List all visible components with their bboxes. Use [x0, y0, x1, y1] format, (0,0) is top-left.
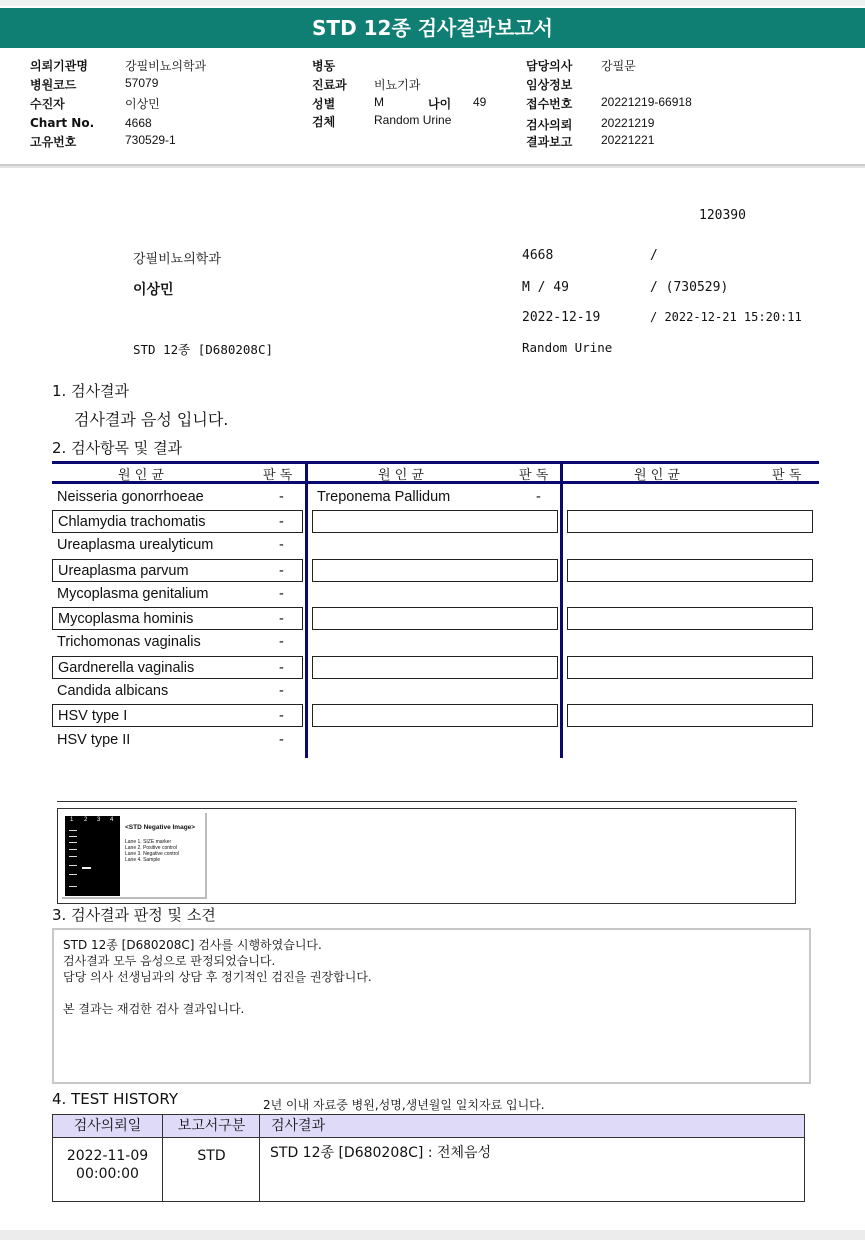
organism-result: - [279, 634, 284, 650]
remarks-box [52, 928, 811, 1084]
patient-chart-no: 4668 [522, 248, 554, 263]
hospital-name-value: 강필비뇨의학과 [125, 59, 207, 73]
empty-row [567, 559, 813, 582]
patient-hospital: 강필비뇨의학과 [133, 252, 221, 267]
gel-image-panel [57, 808, 796, 904]
hospital-code-value: 57079 [125, 76, 159, 90]
lane-number: 2 [84, 817, 88, 823]
history-note: 2년 이내 자료중 병원,성명,생년월일 일치자료 입니다. [263, 1098, 545, 1112]
history-time: 00:00:00 [76, 1166, 139, 1182]
organism-result: - [279, 514, 284, 530]
department-value: 비뇨기과 [374, 78, 421, 92]
marker-band [69, 886, 77, 887]
history-col-date: 검사의뢰일 [73, 1118, 142, 1134]
organism-name: Chlamydia trachomatis [58, 514, 206, 530]
organism-result: - [279, 683, 284, 699]
doctor-value: 강필문 [601, 59, 636, 73]
unique-no-label: 고유번호 [30, 135, 77, 149]
age-label: 나이 [428, 97, 452, 111]
hospital-code-label: 병원코드 [30, 78, 77, 92]
marker-band [69, 842, 77, 843]
table-row [52, 559, 303, 582]
section1-summary: 검사결과 음성 입니다. [74, 410, 229, 429]
receipt-no-label: 접수번호 [526, 97, 573, 111]
patient-code: 120390 [699, 208, 746, 223]
patient-label: 수진자 [30, 97, 65, 111]
unique-no-value: 730529-1 [125, 133, 176, 147]
organism-result: - [279, 563, 284, 579]
patient-sex-age: M / 49 [522, 280, 569, 295]
marker-band [69, 865, 77, 866]
table-row [52, 486, 303, 509]
header-divider [0, 166, 865, 168]
organism-result: - [536, 489, 541, 505]
chart-no-label: Chart No. [30, 116, 95, 130]
marker-band [69, 849, 77, 850]
sample-band [82, 867, 91, 869]
table-top-rule [52, 461, 819, 464]
patient-slash: / [650, 248, 658, 263]
result-table [52, 461, 819, 759]
history-type: STD [197, 1148, 226, 1164]
ward-label: 병동 [312, 59, 336, 73]
empty-row [312, 704, 558, 727]
lane-number: 1 [70, 817, 74, 823]
report-header [0, 48, 865, 166]
remark-line [63, 985, 800, 1001]
empty-row [312, 510, 558, 533]
section4-heading: 4. TEST HISTORY [52, 1090, 178, 1108]
empty-row [567, 607, 813, 630]
organism-result: - [279, 586, 284, 602]
section3-heading: 3. 검사결과 판정 및 소견 [52, 906, 216, 924]
organism-result: - [279, 660, 284, 676]
marker-band [69, 836, 77, 837]
receipt-no-value: 20221219-66918 [601, 95, 692, 109]
specimen-value: Random Urine [374, 113, 452, 127]
patient-value: 이상민 [125, 97, 160, 111]
history-result: STD 12종 [D680208C] : 전체음성 [270, 1145, 492, 1161]
col-header-result: 판 독 [772, 468, 802, 483]
received-date: 2022-12-19 [522, 310, 601, 325]
gel-legend: Lane 2. Positive control [125, 845, 177, 851]
marker-band [69, 874, 77, 875]
top-strip [0, 0, 865, 6]
organism-result: - [279, 708, 284, 724]
col-header-result: 판 독 [519, 468, 549, 483]
organism-name: Ureaplasma parvum [58, 563, 189, 579]
sex-label: 성별 [312, 97, 336, 111]
gel-title: <STD Negative Image> [125, 824, 196, 831]
patient-id: / (730529) [650, 280, 729, 295]
empty-row [312, 559, 558, 582]
department-label: 진료과 [312, 78, 347, 92]
table-row [52, 607, 303, 630]
empty-row [567, 656, 813, 679]
history-col-result: 검사결과 [271, 1118, 326, 1134]
request-date-label: 검사의뢰 [526, 118, 573, 132]
gel-legend: Lane 3. Negative control [125, 851, 180, 857]
organism-name: Treponema Pallidum [317, 489, 451, 505]
organism-result: - [279, 611, 284, 627]
column-divider [560, 461, 563, 758]
gel-legend: Lane 1. SIZE marker [125, 839, 172, 845]
section2-heading: 2. 검사항목 및 결과 [52, 439, 183, 457]
col-header-organism: 원 인 균 [378, 468, 424, 483]
reported-date: / 2022-12-21 15:20:11 [650, 310, 802, 324]
empty-row [567, 704, 813, 727]
gel-lanes [65, 816, 120, 896]
remark-line: 검사결과 모두 음성으로 판정되었습니다. [63, 954, 276, 968]
organism-name: Mycoplasma genitalium [57, 586, 209, 602]
request-date-value: 20221219 [601, 116, 655, 130]
organism-name: HSV type II [57, 732, 131, 748]
footer-strip [0, 1230, 865, 1240]
column-divider [305, 461, 308, 758]
table-row [52, 534, 303, 557]
gel-legend: Lane 4. Sample [125, 857, 161, 863]
clinical-info-label: 임상정보 [526, 78, 573, 92]
history-col-type: 보고서구분 [177, 1118, 246, 1134]
marker-band [69, 856, 77, 857]
specimen-label: 검체 [312, 115, 336, 129]
lane-number: 3 [97, 817, 101, 823]
table-row [52, 729, 303, 752]
sex-value: M [374, 95, 384, 109]
age-value: 49 [473, 95, 487, 109]
test-name: STD 12종 [D680208C] [133, 342, 274, 357]
remark-line: STD 12종 [D680208C] 검사를 시행하였습니다. [63, 938, 322, 952]
col-header-result: 판 독 [263, 468, 293, 483]
marker-band [69, 830, 77, 831]
history-date: 2022-11-09 [66, 1148, 149, 1164]
history-table [52, 1114, 805, 1202]
col-header-organism: 원 인 균 [634, 468, 680, 483]
report-date-label: 결과보고 [526, 135, 573, 149]
remark-line: 담당 의사 선생님과의 상담 후 정기적인 검진을 권장합니다. [63, 970, 372, 984]
empty-row [312, 656, 558, 679]
hospital-name-label: 의뢰기관명 [30, 59, 88, 73]
table-row [52, 631, 303, 654]
table-row [52, 510, 303, 533]
organism-result: - [279, 537, 284, 553]
organism-name: Gardnerella vaginalis [58, 660, 195, 676]
table-header-rule [52, 481, 819, 484]
organism-name: Trichomonas vaginalis [57, 634, 201, 650]
image-top-rule [57, 801, 797, 802]
organism-name: Mycoplasma hominis [58, 611, 194, 627]
history-header-row [53, 1115, 804, 1138]
gel-image [62, 813, 207, 899]
empty-row [567, 510, 813, 533]
col-header-organism: 원 인 균 [118, 468, 164, 483]
organism-name: HSV type I [58, 708, 128, 724]
organism-result: - [279, 489, 284, 505]
organism-name: Ureaplasma urealyticum [57, 537, 214, 553]
table-row [52, 680, 303, 703]
report-title: STD 12종 검사결과보고서 [0, 8, 865, 48]
table-row [52, 704, 303, 727]
patient-name: 이상민 [133, 282, 174, 298]
doctor-label: 담당의사 [526, 59, 573, 73]
specimen-name: Random Urine [522, 340, 613, 355]
table-row [52, 583, 303, 606]
report-date-value: 20221221 [601, 133, 655, 147]
remark-line: 본 결과는 재검한 검사 결과입니다. [63, 1002, 245, 1016]
organism-result: - [279, 732, 284, 748]
organism-name: Neisseria gonorrhoeae [57, 489, 204, 505]
table-row [52, 656, 303, 679]
empty-row [312, 607, 558, 630]
lane-number: 4 [110, 817, 114, 823]
organism-name: Candida albicans [57, 683, 169, 699]
section1-heading: 1. 검사결과 [52, 382, 130, 400]
chart-no-value: 4668 [125, 116, 152, 130]
table-row [312, 486, 558, 509]
